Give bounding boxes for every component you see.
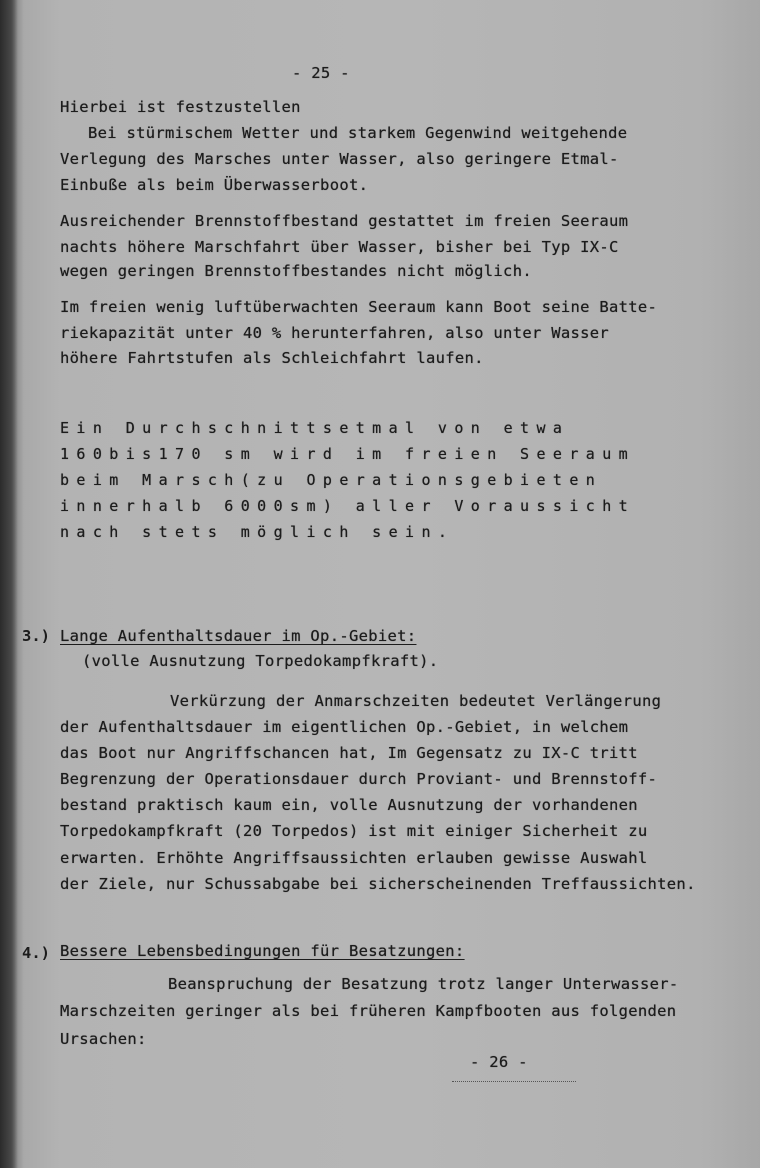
section-3-body-line-8: der Ziele, nur Schussabgabe bei sicherscheinenden Treffaussichten.	[60, 875, 696, 893]
intro-heading: Hierbei ist festzustellen	[60, 98, 301, 116]
section-3-body-line-7: erwarten. Erhöhte Angriffsaussichten erlauben gewisse Auswahl	[60, 849, 648, 867]
section-4-body-line-3: Ursachen:	[60, 1030, 147, 1048]
paragraph-2-line-1: Ausreichender Brennstoffbestand gestattet im freien Seeraum	[60, 212, 629, 230]
section-4-body-line-1: Beanspruchung der Besatzung trotz langer Unterwasser-	[168, 975, 679, 993]
paragraph-1-line-3: Einbuße als beim Überwasserboot.	[60, 176, 369, 194]
section-4-number: 4.)	[22, 944, 50, 962]
paragraph-2-line-3: wegen geringen Brennstoffbestandes nicht möglich.	[60, 262, 532, 280]
section-3-body-line-5: bestand praktisch kaum ein, volle Ausnutzung der vorhandenen	[60, 796, 638, 814]
section-3-body-line-2: der Aufenthaltsdauer im eigentlichen Op.-Gebiet, in welchem	[60, 718, 629, 736]
spaced-paragraph-line-1: Ein Durchschnittsetmal von etwa	[60, 419, 570, 437]
spaced-paragraph-line-2: 160bis170 sm wird im freien Seeraum	[60, 445, 636, 463]
spaced-paragraph-line-5: nach stets möglich sein.	[60, 523, 455, 541]
section-3-body-line-6: Torpedokampfkraft (20 Torpedos) ist mit einiger Sicherheit zu	[60, 822, 648, 840]
paragraph-2-line-2: nachts höhere Marschfahrt über Wasser, bisher bei Typ IX-C	[60, 238, 619, 256]
footer-rule	[452, 1081, 576, 1082]
paragraph-3-line-2: riekapazität unter 40 % herunterfahren, also unter Wasser	[60, 324, 610, 342]
section-3-body-line-4: Begrenzung der Operationsdauer durch Proviant- und Brennstoff-	[60, 770, 658, 788]
section-3-subtitle: (volle Ausnutzung Torpedokampfkraft).	[82, 652, 439, 670]
film-edge	[0, 0, 18, 1168]
paragraph-3-line-1: Im freien wenig luftüberwachten Seeraum kann Boot seine Batte-	[60, 298, 658, 316]
page-number-bottom: - 26 -	[470, 1053, 528, 1071]
section-3-body-line-1: Verkürzung der Anmarschzeiten bedeutet Verlängerung	[170, 692, 662, 710]
paragraph-3-line-3: höhere Fahrtstufen als Schleichfahrt laufen.	[60, 349, 484, 367]
section-3-body-line-3: das Boot nur Angriffschancen hat, Im Gegensatz zu IX-C tritt	[60, 744, 638, 762]
section-3-number: 3.)	[22, 627, 50, 645]
paragraph-1-line-1: Bei stürmischem Wetter und starkem Gegenwind weitgehende	[88, 124, 628, 142]
spaced-paragraph-line-4: innerhalb 6000sm) aller Voraussicht	[60, 497, 636, 515]
spaced-paragraph-line-3: beim Marsch(zu Operationsgebieten	[60, 471, 603, 489]
section-3-title: Lange Aufenthaltsdauer im Op.-Gebiet:	[60, 627, 417, 645]
section-4-body-line-2: Marschzeiten geringer als bei früheren Kampfbooten aus folgenden	[60, 1002, 677, 1020]
page-number-top: - 25 -	[292, 64, 350, 82]
section-4-title: Bessere Lebensbedingungen für Besatzungen:	[60, 942, 465, 960]
paragraph-1-line-2: Verlegung des Marsches unter Wasser, also geringere Etmal-	[60, 150, 619, 168]
